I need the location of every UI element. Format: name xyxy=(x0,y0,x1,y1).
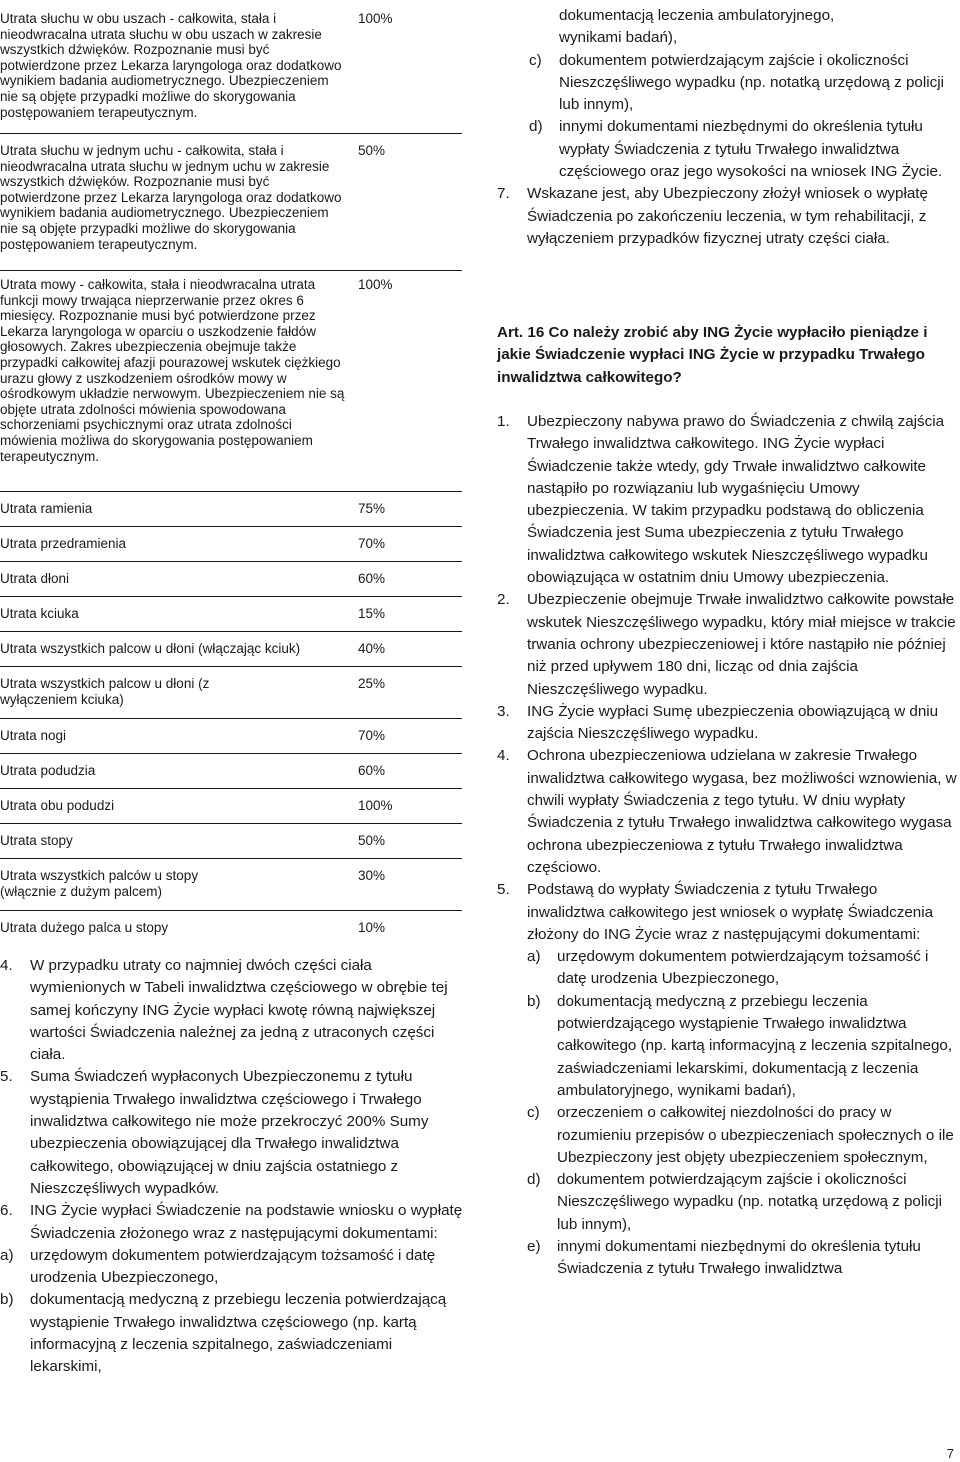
list-item-number: 1. xyxy=(497,413,510,430)
table-cell-percent: 60% xyxy=(358,571,386,586)
table-row xyxy=(0,527,462,562)
sub-list-item xyxy=(529,116,959,183)
table-row xyxy=(0,0,462,134)
table-cell-description: Utrata ramienia xyxy=(0,501,93,516)
list-item-text: Podstawą do wypłaty Świadczenia z tytułu Trwałego inwalidztwa całkowitego jest wniosek o wypłatę Świadczenia złożony do ING Życie wraz z następującymi dokumentami: xyxy=(527,881,934,943)
continued-list xyxy=(497,5,959,250)
table-row xyxy=(0,719,462,754)
sub-list-text: dokumentacją medyczną z przebiegu leczenia potwierdzającego wystąpienie Trwałego inwalidztwa całkowitego (np. kartą informacyjną z leczenia szpitalnego, zaświadczeniami lekarskimi, dokumentacją z leczenia ambulatoryjnego, wynikami badań), xyxy=(557,992,953,1099)
table-row xyxy=(0,134,462,271)
sub-list-item xyxy=(527,946,959,991)
table-cell-percent: 100% xyxy=(358,798,393,813)
list-item xyxy=(497,701,959,746)
list-item xyxy=(0,955,466,1066)
page-number: 7 xyxy=(946,1446,954,1461)
list-item xyxy=(0,1200,466,1378)
sub-list-letter: b) xyxy=(527,992,541,1010)
sub-list-text: dokumentem potwierdzającym zajście i okoliczności Nieszczęśliwego wypadku (np. notatką urzędową z policji lub innym), xyxy=(557,1171,942,1233)
continued-line: dokumentacją leczenia ambulatoryjnego, xyxy=(559,7,835,24)
table-cell-percent: 100% xyxy=(358,277,393,292)
table-cell-description: Utrata mowy - całkowita, stała i nieodwracalna utrata funkcji mowy trwająca nieprzerwanie przez okres 6 miesięcy. Rozpoznanie musi być potwierdzone przez Lekarza laryngologa w oparciu o uszkodzenie fałdów głosowych. Zakres ubezpieczenia obejmuje także przypadki całkowitej afazji pourazowej wskutek ciężkiego urazu głowy z uszkodzeniem ośrodków mowy w ośrodkowym układzie nerwowym. Ubezpieczeniem nie są objęte utrata zdolności mówienia spowodowana schorzeniami psychicznymi oraz utrata zdolności mówienia możliwa do skorygowania postępowaniem terapeutycznym. xyxy=(0,277,345,464)
table-cell-percent: 30% xyxy=(358,868,386,883)
sub-list-letter: d) xyxy=(529,118,543,136)
list-item xyxy=(0,1066,466,1200)
list-item-text: Ubezpieczenie obejmuje Trwałe inwalidztwo całkowite powstałe wskutek Nieszczęśliwego wypadku, który miał miejsce w trakcie trwania ochrony ubezpieczeniowej i które nastąpiło nie później niż przed upływem 180 dni, licząc od dnia zajścia Nieszczęśliwego wypadku. xyxy=(527,591,956,698)
table-cell-percent: 50% xyxy=(358,833,386,848)
table-row xyxy=(0,562,462,597)
list-item-text: Ochrona ubezpieczeniowa udzielana w zakresie Trwałego inwalidztwa całkowitego wygasa, bez możliwości wznowienia, w chwili wypłaty Świadczenia z tego tytułu. W dniu wypłaty Świadczenia z tytułu Trwałego inwalidztwa całkowitego wygasa ochrona ubezpieczeniowa z tytułu Trwałego inwalidztwa częściowo. xyxy=(527,747,957,876)
table-cell-description: Utrata podudzia xyxy=(0,763,96,778)
list-item-text: Wskazane jest, aby Ubezpieczony złożył wniosek o wypłatę Świadczenia po zakończeniu leczenia, w tym rehabilitacji, z wyłączeniem przypadków fizycznej utraty części ciała. xyxy=(527,185,928,247)
table-row xyxy=(0,789,462,824)
continued-text xyxy=(497,5,959,50)
list-item-text: Ubezpieczony nabywa prawo do Świadczenia z chwilą zajścia Trwałego inwalidztwa całkowitego. ING Życie wypłaci Świadczenie także wtedy, gdy Trwałe inwalidztwo całkowite nastąpiło po rozwiązaniu lub wygaśnięciu Umowy ubezpieczenia. W takim przypadku podstawą do obliczenia Świadczenia jest Suma ubezpieczenia z tytułu Trwałego inwalidztwa całkowitego wskutek Nieszczęśliwego wypadku obowiązująca w ostatnim dniu Umowy ubezpieczenia. xyxy=(527,413,945,587)
list-item-number: 7. xyxy=(497,185,510,203)
table-row xyxy=(0,667,462,719)
list-item-text: ING Życie wypłaci Sumę ubezpieczenia obowiązującą w dniu zajścia Nieszczęśliwego wypadku. xyxy=(527,702,939,743)
table-cell-description: Utrata dłoni xyxy=(0,571,70,586)
table-cell-description: Utrata wszystkich palcow u dłoni (włączając kciuk) xyxy=(0,641,301,656)
table-row xyxy=(0,911,462,945)
table-row xyxy=(0,597,462,632)
table-row xyxy=(0,824,462,859)
sub-list xyxy=(0,1245,466,1379)
disability-table xyxy=(0,0,462,945)
table-cell-percent: 60% xyxy=(358,763,386,778)
table-row xyxy=(0,754,462,789)
table-cell-percent: 40% xyxy=(358,641,386,656)
sub-list-item xyxy=(527,1169,959,1236)
list-item xyxy=(497,879,959,1280)
table-cell-description: Utrata obu podudzi xyxy=(0,798,115,813)
table-cell-percent: 70% xyxy=(358,728,386,743)
table-cell-description: Utrata przedramienia xyxy=(0,536,127,551)
sub-list-text: urzędowym dokumentem potwierdzającym tożsamość i datę urodzenia Ubezpieczonego, xyxy=(557,948,929,988)
table-cell-percent: 70% xyxy=(358,536,386,551)
list-item-text: ING Życie wypłaci Świadczenie na podstawie wniosku o wypłatę Świadczenia złożonego wraz z następującymi dokumentami: xyxy=(30,1202,463,1242)
sub-list-letter: a) xyxy=(527,948,541,966)
sub-list-text: orzeczeniem o całkowitej niezdolności do pracy w rozumieniu przepisów o ubezpieczeniach społecznych o ile Ubezpieczony jest objęty ubezpieczeniem społecznym, xyxy=(557,1104,954,1166)
sub-list-letter: b) xyxy=(0,1291,14,1309)
sub-list-text: dokumentem potwierdzającym zajście i okoliczności Nieszczęśliwego wypadku (np. notatką urzędową z policji lub innym), xyxy=(559,51,944,114)
sub-list-letter: c) xyxy=(529,51,542,69)
table-cell-percent: 15% xyxy=(358,606,386,621)
sub-list xyxy=(527,946,959,1280)
table-cell-description: Utrata nogi xyxy=(0,728,67,743)
continued-line: wynikami badań), xyxy=(559,29,678,47)
sub-list-item xyxy=(527,991,959,1102)
sub-list-item xyxy=(527,1102,959,1169)
sub-list-letter: a) xyxy=(0,1246,14,1264)
table-cell-description: Utrata słuchu w jednym uchu - całkowita, stała i nieodwracalna utrata słuchu w jednym uchu w zakresie wszystkich dźwięków. Rozpoznanie musi być potwierdzone przez Lekarza laryngologa oraz dodatkowo wynikiem badania audiometrycznego. Ubezpieczeniem nie są objęte przypadki możliwe do skorygowania postępowaniem terapeutycznym. xyxy=(0,143,342,252)
list-item-number: 6. xyxy=(0,1202,13,1220)
list-item-text: W przypadku utraty co najmniej dwóch części ciała wymienionych w Tabeli inwalidztwa częściowego w obrębie tej samej kończyny ING Życie wypłaci kwotę równą największej wartości Świadczenia należnej za jedną z utraconych części ciała. xyxy=(30,957,448,1064)
sub-list-item xyxy=(0,1245,466,1290)
numbered-list xyxy=(497,411,959,1281)
sub-list-item xyxy=(529,50,959,117)
table-cell-percent: 10% xyxy=(358,920,386,935)
list-item-number: 5. xyxy=(0,1068,13,1086)
list-item xyxy=(497,745,959,879)
table-cell-percent: 25% xyxy=(358,676,386,691)
list-item xyxy=(497,183,959,250)
table-row xyxy=(0,492,462,527)
sub-list-letter: e) xyxy=(527,1237,541,1255)
table-row xyxy=(0,632,462,667)
sub-list xyxy=(497,50,959,184)
table-cell-description: Utrata wszystkich palców u stopy (włącznie z dużym palcem) xyxy=(0,868,199,899)
table-cell-description: Utrata stopy xyxy=(0,833,73,848)
list-item-text: Suma Świadczeń wypłaconych Ubezpieczonemu z tytułu wystąpienia Trwałego inwalidztwa częściowego i Trwałego inwalidztwa całkowitego nie może przekroczyć 200% Sumy ubezpieczenia obowiązującej dla Trwałego inwalidztwa całkowitego, obowiązującej w dniu zajścia ostatniego z Nieszczęśliwych wypadków. xyxy=(30,1068,429,1197)
list-item-number: 4. xyxy=(497,747,510,765)
numbered-list xyxy=(0,955,466,1379)
article-heading: Art. 16 Co należy zrobić aby ING Życie wypłaciło pieniądze i jakie Świadczenie wypłaci ING Życie w przypadku Trwałego inwalidztwa całkowitego? xyxy=(497,324,928,386)
list-item-number: 5. xyxy=(497,881,510,899)
table-cell-description: Utrata kciuka xyxy=(0,606,79,621)
list-item xyxy=(497,411,959,589)
sub-list-item xyxy=(0,1289,466,1378)
sub-list-text: dokumentacją medyczną z przebiegu leczenia potwierdzającą wystąpienie Trwałego inwalidztwa częściowego (np. kartą informacyjną z leczenia szpitalnego, zaświadczeniami lekarskimi, xyxy=(30,1291,447,1376)
table-row xyxy=(0,859,462,911)
list-item-number: 4. xyxy=(0,957,13,974)
table-cell-percent: 50% xyxy=(358,143,386,158)
table-cell-percent: 100% xyxy=(358,11,393,26)
sub-list-letter: d) xyxy=(527,1171,541,1189)
sub-list-text: innymi dokumentami niezbędnymi do określenia tytułu wypłaty Świadczenia z tytułu Trwałego inwalidztwa częściowego oraz jego wysokości na wniosek ING Życie. xyxy=(559,118,943,181)
table-cell-description: Utrata słuchu w obu uszach - całkowita, stała i nieodwracalna utrata słuchu w obu uszach w zakresie wszystkich dźwięków. Rozpoznanie musi być potwierdzone przez Lekarza laryngologa oraz dodatkowo wynikiem badania audiometrycznego. Ubezpieczeniem nie są objęte przypadki możliwe do skorygowania postępowaniem terapeutycznym. xyxy=(0,11,342,120)
list-item-number: 3. xyxy=(497,702,510,720)
table-cell-description: Utrata wszystkich palcow u dłoni (z wyłączeniem kciuka) xyxy=(0,676,210,707)
list-item xyxy=(497,589,959,700)
table-cell-percent: 75% xyxy=(358,501,386,516)
table-cell-description: Utrata dużego palca u stopy xyxy=(0,920,169,935)
sub-list-item xyxy=(527,1236,959,1281)
table-row xyxy=(0,271,462,492)
sub-list-letter: c) xyxy=(527,1104,540,1122)
sub-list-text: innymi dokumentami niezbędnymi do określenia tytułu Świadczenia z tytułu Trwałego inwalidztwa xyxy=(557,1237,921,1278)
sub-list-text: urzędowym dokumentem potwierdzającym tożsamość i datę urodzenia Ubezpieczonego, xyxy=(30,1246,436,1287)
list-item-number: 2. xyxy=(497,591,510,609)
